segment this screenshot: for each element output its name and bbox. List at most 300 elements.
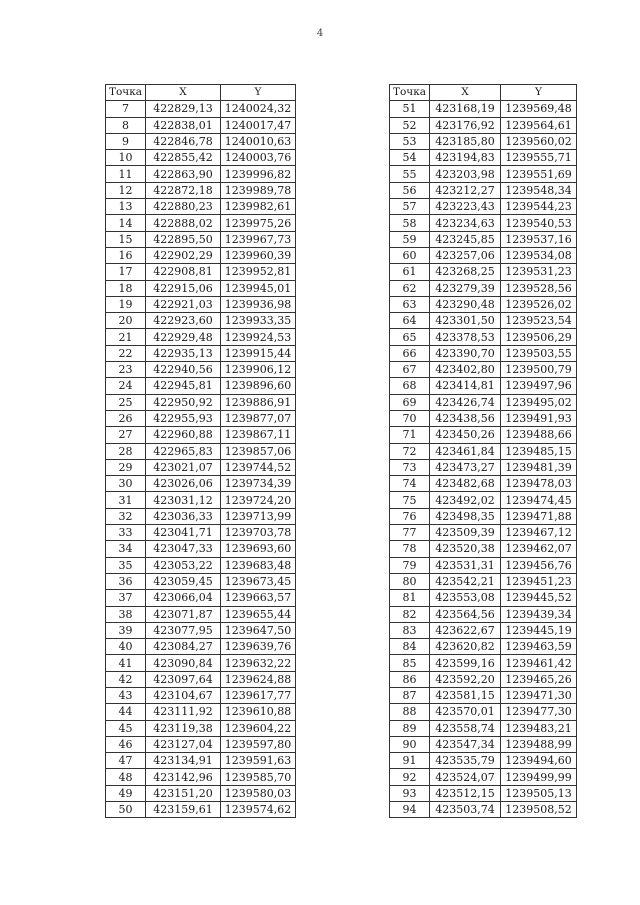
cell-y: 1239471,30 — [501, 687, 577, 703]
cell-y: 1239451,23 — [501, 573, 577, 589]
table-row — [106, 785, 296, 801]
cell-y: 1239967,73 — [221, 231, 296, 247]
cell-x: 423026,06 — [146, 476, 221, 492]
cell-y: 1239534,08 — [501, 247, 577, 263]
cell-x: 423542,21 — [430, 573, 501, 589]
cell-x: 423301,50 — [430, 313, 501, 329]
cell-x: 422838,01 — [146, 117, 221, 133]
table-row — [106, 655, 296, 671]
table-row — [390, 655, 577, 671]
cell-point: 52 — [390, 117, 430, 133]
table-row — [390, 492, 577, 508]
cell-y: 1239560,02 — [501, 133, 577, 149]
table-row — [390, 264, 577, 280]
table-row — [390, 753, 577, 769]
cell-point: 56 — [390, 182, 430, 198]
cell-x: 423520,38 — [430, 541, 501, 557]
cell-point: 36 — [106, 573, 146, 589]
table-row — [390, 166, 577, 182]
cell-point: 10 — [106, 150, 146, 166]
cell-y: 1239647,50 — [221, 622, 296, 638]
cell-y: 1239461,42 — [501, 655, 577, 671]
table-header-row — [390, 85, 577, 101]
cell-x: 423570,01 — [430, 704, 501, 720]
cell-y: 1240010,63 — [221, 133, 296, 149]
cell-x: 423142,96 — [146, 769, 221, 785]
table-row — [390, 671, 577, 687]
cell-y: 1239982,61 — [221, 199, 296, 215]
cell-point: 77 — [390, 525, 430, 541]
cell-x: 422908,81 — [146, 264, 221, 280]
table-row — [390, 215, 577, 231]
cell-y: 1240003,76 — [221, 150, 296, 166]
table-row — [106, 296, 296, 312]
cell-x: 423524,07 — [430, 769, 501, 785]
cell-point: 55 — [390, 166, 430, 182]
cell-x: 423090,84 — [146, 655, 221, 671]
table-row — [390, 296, 577, 312]
table-row — [106, 525, 296, 541]
table-row — [106, 736, 296, 752]
cell-y: 1239857,06 — [221, 443, 296, 459]
cell-y: 1239610,88 — [221, 704, 296, 720]
cell-y: 1239503,55 — [501, 345, 577, 361]
cell-point: 62 — [390, 280, 430, 296]
cell-x: 423390,70 — [430, 345, 501, 361]
cell-point: 75 — [390, 492, 430, 508]
table-row — [390, 687, 577, 703]
cell-x: 423257,06 — [430, 247, 501, 263]
table-row — [106, 394, 296, 410]
cell-x: 423234,63 — [430, 215, 501, 231]
cell-x: 423620,82 — [430, 639, 501, 655]
cell-x: 423402,80 — [430, 362, 501, 378]
cell-point: 26 — [106, 410, 146, 426]
cell-point: 23 — [106, 362, 146, 378]
cell-x: 422855,42 — [146, 150, 221, 166]
cell-x: 423512,15 — [430, 785, 501, 801]
table-row — [390, 362, 577, 378]
cell-point: 50 — [106, 802, 146, 818]
cell-point: 59 — [390, 231, 430, 247]
table-row — [106, 199, 296, 215]
cell-y: 1239481,39 — [501, 459, 577, 475]
cell-y: 1239574,62 — [221, 802, 296, 818]
table-row — [106, 329, 296, 345]
table-row — [390, 606, 577, 622]
cell-point: 43 — [106, 687, 146, 703]
table-row — [106, 671, 296, 687]
table-row — [390, 117, 577, 133]
cell-y: 1239485,15 — [501, 443, 577, 459]
cell-point: 38 — [106, 606, 146, 622]
column-header-x: X — [146, 85, 221, 101]
cell-x: 422895,50 — [146, 231, 221, 247]
cell-point: 31 — [106, 492, 146, 508]
table-row — [390, 622, 577, 638]
cell-y: 1239683,48 — [221, 557, 296, 573]
cell-point: 80 — [390, 573, 430, 589]
cell-x: 422960,88 — [146, 427, 221, 443]
cell-x: 423127,04 — [146, 736, 221, 752]
cell-x: 423378,53 — [430, 329, 501, 345]
table-row — [390, 769, 577, 785]
cell-point: 84 — [390, 639, 430, 655]
cell-point: 49 — [106, 785, 146, 801]
cell-y: 1239896,60 — [221, 378, 296, 394]
cell-y: 1239867,11 — [221, 427, 296, 443]
cell-x: 423151,20 — [146, 785, 221, 801]
cell-y: 1239906,12 — [221, 362, 296, 378]
table-row — [390, 182, 577, 198]
cell-point: 40 — [106, 639, 146, 655]
cell-y: 1239597,80 — [221, 736, 296, 752]
cell-point: 11 — [106, 166, 146, 182]
cell-x: 423279,39 — [430, 280, 501, 296]
cell-point: 48 — [106, 769, 146, 785]
cell-point: 22 — [106, 345, 146, 361]
table-row — [106, 280, 296, 296]
cell-y: 1239564,61 — [501, 117, 577, 133]
cell-x: 423071,87 — [146, 606, 221, 622]
cell-point: 30 — [106, 476, 146, 492]
cell-point: 12 — [106, 182, 146, 198]
cell-x: 422935,13 — [146, 345, 221, 361]
cell-y: 1239523,54 — [501, 313, 577, 329]
cell-y: 1239537,16 — [501, 231, 577, 247]
cell-y: 1239544,23 — [501, 199, 577, 215]
cell-point: 7 — [106, 101, 146, 117]
cell-y: 1239506,29 — [501, 329, 577, 345]
cell-point: 67 — [390, 362, 430, 378]
cell-x: 423021,07 — [146, 459, 221, 475]
cell-y: 1239462,07 — [501, 541, 577, 557]
cell-x: 422872,18 — [146, 182, 221, 198]
cell-x: 423426,74 — [430, 394, 501, 410]
cell-y: 1239483,21 — [501, 720, 577, 736]
cell-x: 423097,64 — [146, 671, 221, 687]
table-row — [390, 639, 577, 655]
table-row — [106, 215, 296, 231]
cell-point: 33 — [106, 525, 146, 541]
cell-y: 1239924,53 — [221, 329, 296, 345]
cell-y: 1239471,88 — [501, 508, 577, 524]
table-row — [106, 362, 296, 378]
cell-point: 83 — [390, 622, 430, 638]
cell-point: 28 — [106, 443, 146, 459]
cell-point: 94 — [390, 802, 430, 818]
cell-x: 423535,79 — [430, 753, 501, 769]
table-row — [390, 736, 577, 752]
table-row — [106, 133, 296, 149]
cell-y: 1239945,01 — [221, 280, 296, 296]
page-number: 4 — [316, 28, 324, 39]
cell-point: 25 — [106, 394, 146, 410]
cell-y: 1239488,66 — [501, 427, 577, 443]
cell-x: 423509,39 — [430, 525, 501, 541]
cell-point: 61 — [390, 264, 430, 280]
table-row — [106, 573, 296, 589]
cell-y: 1239639,76 — [221, 639, 296, 655]
cell-x: 423492,02 — [430, 492, 501, 508]
cell-point: 42 — [106, 671, 146, 687]
table-row — [106, 443, 296, 459]
cell-x: 423268,25 — [430, 264, 501, 280]
cell-x: 423053,22 — [146, 557, 221, 573]
column-header-y: Y — [221, 85, 296, 101]
cell-x: 423599,16 — [430, 655, 501, 671]
cell-y: 1239494,60 — [501, 753, 577, 769]
cell-point: 86 — [390, 671, 430, 687]
cell-point: 39 — [106, 622, 146, 638]
coordinates-table-left — [105, 84, 296, 818]
cell-x: 423059,45 — [146, 573, 221, 589]
cell-y: 1239551,69 — [501, 166, 577, 182]
cell-point: 79 — [390, 557, 430, 573]
table-row — [106, 427, 296, 443]
cell-y: 1239508,52 — [501, 802, 577, 818]
cell-y: 1239624,88 — [221, 671, 296, 687]
cell-y: 1239585,70 — [221, 769, 296, 785]
cell-x: 423031,12 — [146, 492, 221, 508]
cell-point: 29 — [106, 459, 146, 475]
cell-y: 1239996,82 — [221, 166, 296, 182]
table-row — [390, 199, 577, 215]
cell-y: 1239467,12 — [501, 525, 577, 541]
cell-y: 1239960,39 — [221, 247, 296, 263]
cell-point: 24 — [106, 378, 146, 394]
cell-y: 1239488,99 — [501, 736, 577, 752]
table-row — [390, 101, 577, 117]
table-row — [390, 443, 577, 459]
cell-y: 1239445,52 — [501, 590, 577, 606]
cell-x: 423203,98 — [430, 166, 501, 182]
cell-point: 81 — [390, 590, 430, 606]
cell-point: 51 — [390, 101, 430, 117]
table-row — [106, 704, 296, 720]
cell-y: 1239555,71 — [501, 150, 577, 166]
cell-point: 70 — [390, 410, 430, 426]
cell-point: 15 — [106, 231, 146, 247]
cell-y: 1239604,22 — [221, 720, 296, 736]
table-row — [106, 622, 296, 638]
table-row — [390, 720, 577, 736]
table-row — [106, 345, 296, 361]
table-row — [390, 150, 577, 166]
cell-y: 1239936,98 — [221, 296, 296, 312]
table-row — [106, 720, 296, 736]
table-row — [106, 313, 296, 329]
cell-x: 423212,27 — [430, 182, 501, 198]
cell-point: 60 — [390, 247, 430, 263]
cell-point: 14 — [106, 215, 146, 231]
table-row — [390, 410, 577, 426]
table-row — [390, 590, 577, 606]
cell-y: 1239663,57 — [221, 590, 296, 606]
table-row — [106, 802, 296, 818]
table-row — [390, 785, 577, 801]
cell-point: 44 — [106, 704, 146, 720]
cell-point: 21 — [106, 329, 146, 345]
table-header-row — [106, 85, 296, 101]
cell-y: 1239445,19 — [501, 622, 577, 638]
cell-y: 1240024,32 — [221, 101, 296, 117]
cell-point: 19 — [106, 296, 146, 312]
cell-x: 422945,81 — [146, 378, 221, 394]
cell-x: 423498,35 — [430, 508, 501, 524]
cell-point: 76 — [390, 508, 430, 524]
table-row — [106, 557, 296, 573]
cell-x: 422829,13 — [146, 101, 221, 117]
cell-point: 46 — [106, 736, 146, 752]
cell-y: 1239548,34 — [501, 182, 577, 198]
cell-y: 1239499,99 — [501, 769, 577, 785]
table-row — [106, 378, 296, 394]
table-row — [106, 247, 296, 263]
table-row — [390, 313, 577, 329]
cell-y: 1239497,96 — [501, 378, 577, 394]
cell-x: 423473,27 — [430, 459, 501, 475]
cell-point: 74 — [390, 476, 430, 492]
cell-x: 422863,90 — [146, 166, 221, 182]
cell-point: 8 — [106, 117, 146, 133]
cell-x: 423111,92 — [146, 704, 221, 720]
cell-y: 1239495,02 — [501, 394, 577, 410]
cell-point: 27 — [106, 427, 146, 443]
cell-point: 87 — [390, 687, 430, 703]
cell-y: 1239744,52 — [221, 459, 296, 475]
cell-x: 423245,85 — [430, 231, 501, 247]
cell-x: 422923,60 — [146, 313, 221, 329]
cell-point: 47 — [106, 753, 146, 769]
cell-point: 71 — [390, 427, 430, 443]
table-row — [106, 264, 296, 280]
column-header-point: Точка — [390, 85, 430, 101]
cell-point: 45 — [106, 720, 146, 736]
cell-point: 58 — [390, 215, 430, 231]
cell-x: 423553,08 — [430, 590, 501, 606]
cell-point: 13 — [106, 199, 146, 215]
cell-y: 1239989,78 — [221, 182, 296, 198]
cell-point: 65 — [390, 329, 430, 345]
table-row — [106, 410, 296, 426]
cell-y: 1239952,81 — [221, 264, 296, 280]
cell-y: 1239463,59 — [501, 639, 577, 655]
cell-x: 423194,83 — [430, 150, 501, 166]
cell-x: 423547,34 — [430, 736, 501, 752]
cell-point: 16 — [106, 247, 146, 263]
cell-x: 422940,56 — [146, 362, 221, 378]
cell-point: 64 — [390, 313, 430, 329]
cell-point: 89 — [390, 720, 430, 736]
cell-x: 423592,20 — [430, 671, 501, 687]
cell-point: 68 — [390, 378, 430, 394]
table-row — [390, 459, 577, 475]
cell-x: 423036,33 — [146, 508, 221, 524]
cell-x: 423176,92 — [430, 117, 501, 133]
table-row — [390, 573, 577, 589]
cell-y: 1239540,53 — [501, 215, 577, 231]
cell-point: 41 — [106, 655, 146, 671]
cell-x: 422965,83 — [146, 443, 221, 459]
cell-point: 93 — [390, 785, 430, 801]
cell-x: 423414,81 — [430, 378, 501, 394]
cell-x: 422888,02 — [146, 215, 221, 231]
cell-y: 1239915,44 — [221, 345, 296, 361]
cell-x: 422929,48 — [146, 329, 221, 345]
table-row — [390, 378, 577, 394]
cell-y: 1239632,22 — [221, 655, 296, 671]
cell-point: 82 — [390, 606, 430, 622]
cell-y: 1239693,60 — [221, 541, 296, 557]
table-row — [390, 476, 577, 492]
cell-y: 1239655,44 — [221, 606, 296, 622]
cell-y: 1239491,93 — [501, 410, 577, 426]
table-row — [390, 802, 577, 818]
cell-y: 1239975,26 — [221, 215, 296, 231]
cell-point: 63 — [390, 296, 430, 312]
cell-x: 423581,15 — [430, 687, 501, 703]
table-row — [106, 541, 296, 557]
cell-y: 1239505,13 — [501, 785, 577, 801]
cell-y: 1239703,78 — [221, 525, 296, 541]
table-row — [106, 117, 296, 133]
cell-point: 17 — [106, 264, 146, 280]
cell-y: 1239724,20 — [221, 492, 296, 508]
column-header-point: Точка — [106, 85, 146, 101]
cell-x: 423622,67 — [430, 622, 501, 638]
cell-y: 1239580,03 — [221, 785, 296, 801]
table-row — [106, 459, 296, 475]
cell-x: 423134,91 — [146, 753, 221, 769]
cell-point: 18 — [106, 280, 146, 296]
cell-x: 423084,27 — [146, 639, 221, 655]
cell-point: 54 — [390, 150, 430, 166]
cell-x: 423119,38 — [146, 720, 221, 736]
cell-point: 69 — [390, 394, 430, 410]
cell-y: 1239439,34 — [501, 606, 577, 622]
table-row — [390, 394, 577, 410]
cell-point: 92 — [390, 769, 430, 785]
cell-x: 423185,80 — [430, 133, 501, 149]
coordinates-table-right — [389, 84, 577, 818]
cell-y: 1239477,30 — [501, 704, 577, 720]
table-row — [106, 508, 296, 524]
cell-x: 423438,56 — [430, 410, 501, 426]
table-row — [390, 541, 577, 557]
table-row — [390, 133, 577, 149]
table-row — [106, 492, 296, 508]
cell-x: 423104,67 — [146, 687, 221, 703]
cell-y: 1239673,45 — [221, 573, 296, 589]
cell-x: 423066,04 — [146, 590, 221, 606]
cell-x: 423290,48 — [430, 296, 501, 312]
cell-point: 20 — [106, 313, 146, 329]
column-header-x: X — [430, 85, 501, 101]
cell-y: 1239528,56 — [501, 280, 577, 296]
cell-x: 423503,74 — [430, 802, 501, 818]
cell-x: 423041,71 — [146, 525, 221, 541]
cell-y: 1239526,02 — [501, 296, 577, 312]
cell-point: 9 — [106, 133, 146, 149]
cell-y: 1239474,45 — [501, 492, 577, 508]
cell-point: 88 — [390, 704, 430, 720]
table-row — [390, 557, 577, 573]
cell-y: 1239478,03 — [501, 476, 577, 492]
cell-y: 1239877,07 — [221, 410, 296, 426]
cell-x: 423223,43 — [430, 199, 501, 215]
cell-x: 422915,06 — [146, 280, 221, 296]
